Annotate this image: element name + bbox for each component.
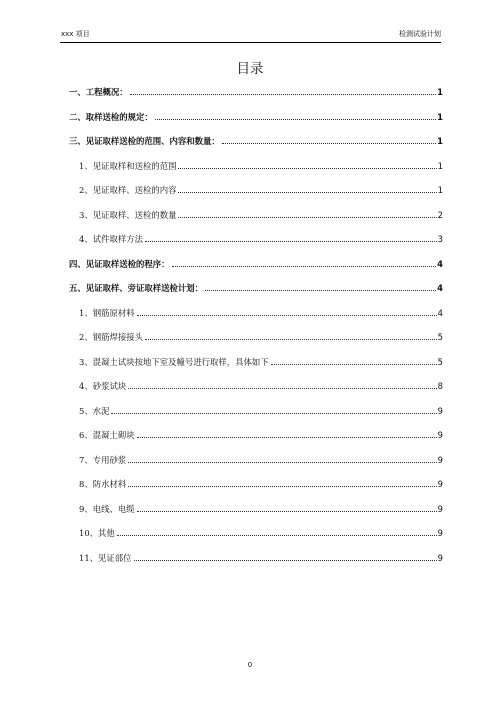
toc-dot-leader — [178, 168, 436, 169]
toc-entry-page: 9 — [437, 503, 443, 514]
toc-entry-label: 9、电线、电缆 — [79, 503, 135, 514]
toc-dot-leader — [128, 388, 436, 389]
toc-section-entry[interactable] — [69, 254, 443, 270]
toc-entry-page: 9 — [437, 528, 443, 538]
toc-entry-label: 3、混凝土试块按地下室及幢号进行取样，具体如下 — [79, 356, 269, 367]
toc-entry-label: 2、见证取样、送检的内容 — [79, 185, 177, 195]
toc-subsection-entry[interactable] — [69, 180, 443, 196]
toc-entry-page: 1 — [437, 87, 443, 97]
toc-entry-page: 4 — [437, 258, 443, 269]
toc-dot-leader — [172, 266, 437, 267]
toc-entry-label: 4、试件取样方法 — [79, 234, 143, 244]
toc-entry-label: 3、见证取样、送检的数量 — [79, 209, 177, 220]
toc-entry-label: 四、见证取样送检的程序： — [69, 258, 170, 269]
toc-entry-label: 二、取样送检的规定： — [69, 111, 153, 122]
toc-subsection-entry[interactable] — [69, 450, 443, 466]
toc-entry-page: 9 — [437, 430, 443, 440]
toc-subsection-entry[interactable] — [69, 303, 443, 319]
toc-entry-label: 7、专用砂浆 — [79, 454, 127, 465]
toc-dot-leader — [111, 413, 436, 414]
toc-entry-label: 五、见证取样、旁证取样送检计划： — [69, 283, 203, 293]
toc-entry-label: 4、砂浆试块 — [79, 381, 127, 391]
toc-entry-page: 4 — [437, 283, 443, 293]
toc-subsection-entry[interactable] — [69, 499, 443, 515]
toc-dot-leader — [117, 535, 437, 536]
toc-entry-page: 3 — [437, 234, 443, 244]
toc-entry-page: 5 — [437, 332, 443, 342]
toc-subsection-entry[interactable] — [69, 548, 443, 564]
toc-subsection-entry[interactable] — [69, 156, 443, 172]
toc-dot-leader — [137, 437, 437, 438]
toc-dot-leader — [271, 364, 437, 365]
page-number: 0 — [247, 661, 253, 669]
toc-section-entry[interactable] — [69, 131, 443, 147]
toc-entry-page: 1 — [437, 185, 443, 195]
toc-entry-label: 2、钢筋焊接接头 — [79, 332, 143, 342]
toc-dot-leader — [137, 315, 437, 316]
toc-subsection-entry[interactable] — [69, 474, 443, 490]
toc-entry-label: 6、混凝土砌块 — [79, 430, 135, 440]
toc-section-entry[interactable] — [69, 82, 443, 98]
toc-dot-leader — [128, 462, 436, 463]
toc-subsection-entry[interactable] — [69, 376, 443, 392]
toc-section-entry[interactable] — [69, 278, 443, 294]
toc-subsection-entry[interactable] — [69, 425, 443, 441]
toc-subsection-entry[interactable] — [69, 229, 443, 245]
toc-dot-leader — [178, 192, 436, 193]
toc-title: 目录 — [236, 61, 264, 77]
toc-entry-label: 三、见证取样送检的范围、内容和数量： — [69, 136, 220, 146]
toc-entry-label: 5、水泥 — [79, 405, 110, 416]
toc-entry-page: 9 — [437, 479, 443, 489]
toc-subsection-entry[interactable] — [69, 352, 443, 368]
toc-dot-leader — [145, 339, 437, 340]
toc-section-entry[interactable] — [69, 107, 443, 123]
toc-entry-label: 11、见证部位 — [79, 552, 132, 563]
toc-subsection-entry[interactable] — [69, 523, 443, 539]
toc-entry-page: 1 — [437, 136, 443, 146]
toc-dot-leader — [128, 486, 436, 487]
toc-entry-page: 8 — [437, 381, 443, 391]
toc-entry-label: 一、工程概况： — [69, 87, 128, 97]
toc-entry-page: 2 — [437, 209, 443, 220]
toc-entry-page: 9 — [437, 405, 443, 416]
toc-entry-label: 8、防水材料 — [79, 479, 127, 489]
toc-subsection-entry[interactable] — [69, 327, 443, 343]
toc-entry-page: 4 — [437, 307, 443, 318]
toc-entry-page: 5 — [437, 356, 443, 367]
header-document-name: 检测试验计划 — [399, 30, 441, 38]
toc-dot-leader — [145, 241, 437, 242]
toc-dot-leader — [178, 217, 436, 218]
toc-dot-leader — [137, 511, 437, 512]
toc-entry-page: 1 — [437, 111, 443, 122]
toc-entry-page: 9 — [437, 454, 443, 465]
toc-entry-page: 1 — [437, 160, 443, 171]
header-project-name: xxx 项目 — [61, 30, 90, 38]
toc-dot-leader — [222, 143, 436, 144]
toc-dot-leader — [155, 119, 436, 120]
toc-entry-label: 1、见证取样和送检的范围 — [79, 160, 177, 171]
toc-entry-label: 10、其他 — [79, 528, 115, 538]
toc-dot-leader — [134, 560, 437, 561]
toc-dot-leader — [130, 94, 437, 95]
toc-dot-leader — [205, 290, 436, 291]
toc-entry-label: 1、钢筋原材料 — [79, 307, 135, 318]
toc-entry-page: 9 — [437, 552, 443, 563]
page-header — [60, 28, 441, 43]
toc-subsection-entry[interactable] — [69, 205, 443, 221]
toc-subsection-entry[interactable] — [69, 401, 443, 417]
